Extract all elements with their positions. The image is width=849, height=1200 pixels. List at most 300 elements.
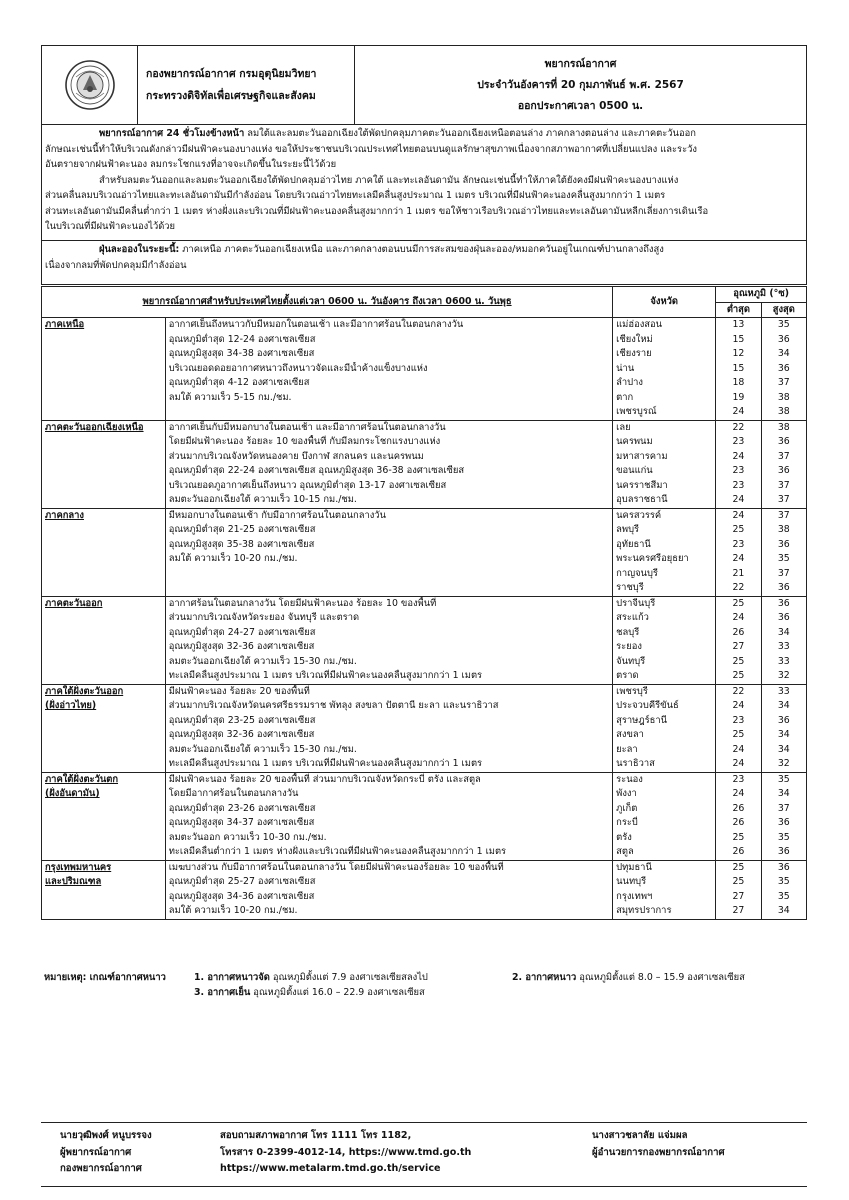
region-cell-empty <box>42 816 166 831</box>
region-name: ภาคกลาง <box>42 508 166 523</box>
forecast-description: บริเวณยอดดอยอากาศหนาวถึงหนาวจัดและมีน้ำค้างแข็งบางแห่ง <box>165 362 612 377</box>
temp-max: 34 <box>761 347 806 362</box>
temp-min: 24 <box>716 450 761 465</box>
forecast-description: ทะเลมีคลื่นต่ำกว่า 1 เมตร ห่างฝั่งและบริเวณที่มีฝนฟ้าคะนองคลื่นสูงมากกว่า 1 เมตร <box>165 845 612 860</box>
forecast-description: อุณหภูมิต่ำสุด 23-25 องศาเซลเซียส <box>165 714 612 729</box>
temp-max: 34 <box>761 728 806 743</box>
forecast-description: ลมใต้ ความเร็ว 5-15 กม./ชม. <box>165 391 612 406</box>
region-cell-empty <box>42 376 166 391</box>
table-row <box>42 420 807 435</box>
temp-min: 22 <box>716 684 761 699</box>
region-cell-empty <box>42 333 166 348</box>
table-row <box>42 581 807 596</box>
province-name: ปราจีนบุรี <box>613 596 716 611</box>
table-row <box>42 845 807 860</box>
table-row <box>42 904 807 919</box>
temp-max: 34 <box>761 743 806 758</box>
temp-min: 24 <box>716 493 761 508</box>
temp-min: 27 <box>716 640 761 655</box>
forecast-para-1-line-2: ลักษณะเช่นนี้ทำให้บริเวณดังกล่าวมีฝนฟ้าคะนองบางแห่ง ขอให้ประชาชนบริเวณประเทศไทยตอนบนดูแลรักษาสุขภาพเนื่องจากสภาพอากาศที่เปลี่ยนแปลง และระวัง <box>45 143 697 155</box>
table-row <box>42 362 807 377</box>
header-box <box>41 45 807 125</box>
table-row <box>42 552 807 567</box>
note-label: หมายเหตุ: เกณฑ์อากาศหนาว <box>44 972 166 983</box>
temp-min: 23 <box>716 714 761 729</box>
table-row <box>42 450 807 465</box>
forecaster-name: นายวุฒิพงศ์ หนูบรรจง <box>60 1130 152 1141</box>
temp-max: 35 <box>761 875 806 890</box>
temp-min: 15 <box>716 333 761 348</box>
temp-max: 37 <box>761 493 806 508</box>
note-spacer <box>44 985 194 1000</box>
forecast-description: ลมใต้ ความเร็ว 10-20 กม./ชม. <box>165 904 612 919</box>
temp-min: 25 <box>716 860 761 875</box>
temp-max: 35 <box>761 890 806 905</box>
forecast-description: โดยมีฝนฟ้าคะนอง ร้อยละ 10 ของพื้นที่ กับมีลมกระโชกแรงบางแห่ง <box>165 435 612 450</box>
province-name: เชียงใหม่ <box>613 333 716 348</box>
region-name: ภาคเหนือ <box>42 318 166 333</box>
province-name: เชียงราย <box>613 347 716 362</box>
region-cell-empty <box>42 538 166 553</box>
temp-max: 38 <box>761 391 806 406</box>
table-row <box>42 464 807 479</box>
region-name: ภาคตะวันออก <box>42 596 166 611</box>
temp-min: 27 <box>716 890 761 905</box>
contact-fax-web[interactable]: โทรสาร 0-2399-4012-14, https://www.tmd.go.th <box>220 1146 472 1158</box>
province-name: พระนครศรีอยุธยา <box>613 552 716 567</box>
logo-cell <box>42 46 138 124</box>
province-name: พังงา <box>613 787 716 802</box>
temp-min: 13 <box>716 318 761 333</box>
province-name: มหาสารคาม <box>613 450 716 465</box>
forecast-description: มีฝนฟ้าคะนอง ร้อยละ 20 ของพื้นที่ <box>165 684 612 699</box>
region-cell-empty <box>42 728 166 743</box>
province-name: ลพบุรี <box>613 523 716 538</box>
table-row <box>42 875 807 890</box>
table-row <box>42 523 807 538</box>
forecast-description: ลมตะวันออกเฉียงใต้ ความเร็ว 15-30 กม./ชม. <box>165 743 612 758</box>
table-row <box>42 684 807 699</box>
org-name <box>138 46 355 124</box>
temp-max: 36 <box>761 435 806 450</box>
temp-min: 24 <box>716 757 761 772</box>
region-cell-empty <box>42 581 166 596</box>
forecast-description: อุณหภูมิต่ำสุด 21-25 องศาเซลเซียส <box>165 523 612 538</box>
table-row <box>42 787 807 802</box>
province-name: เพชรบุรี <box>613 684 716 699</box>
forecast-description: อุณหภูมิต่ำสุด 24-27 องศาเซลเซียส <box>165 626 612 641</box>
region-cell-empty <box>42 743 166 758</box>
temp-max: 36 <box>761 611 806 626</box>
dust-label: ฝุ่นละอองในระยะนี้: <box>99 244 180 255</box>
forecast-description: มีหมอกบางในตอนเช้า กับมีอากาศร้อนในตอนกลางวัน <box>165 508 612 523</box>
forecast-description: อุณหภูมิสูงสุด 35-38 องศาเซลเซียส <box>165 538 612 553</box>
dust-notice <box>41 240 807 285</box>
table-row <box>42 318 807 333</box>
region-cell-empty <box>42 567 166 582</box>
criterion-2-text: อุณหภูมิตั้งแต่ 8.0 – 15.9 องศาเซลเซียส <box>576 972 745 983</box>
temp-max: 34 <box>761 626 806 641</box>
province-name: ชลบุรี <box>613 626 716 641</box>
forecast-description: อากาศเย็นถึงหนาวกับมีหมอกในตอนเช้า และมีอากาศร้อนในตอนกลางวัน <box>165 318 612 333</box>
footer <box>60 1128 805 1178</box>
table-body <box>42 318 807 920</box>
forecast-description: โดยมีอากาศร้อนในตอนกลางวัน <box>165 787 612 802</box>
temp-min: 26 <box>716 626 761 641</box>
temp-max: 38 <box>761 405 806 420</box>
forecast-description <box>165 581 612 596</box>
region-cell-empty <box>42 493 166 508</box>
forecast-description: ส่วนมากบริเวณจังหวัดระยอง จันทบุรี และตราด <box>165 611 612 626</box>
title-line-1: พยากรณ์อากาศ <box>544 57 617 70</box>
region-cell-empty <box>42 552 166 567</box>
forecast-description: ลมตะวันออกเฉียงใต้ ความเร็ว 10-15 กม./ชม. <box>165 493 612 508</box>
temp-max: 33 <box>761 640 806 655</box>
temp-min: 24 <box>716 743 761 758</box>
temp-min: 23 <box>716 538 761 553</box>
forecast-para-2-line-4: ในบริเวณที่มีฝนฟ้าคะนองไว้ด้วย <box>45 221 176 232</box>
forecast-description: เมฆบางส่วน กับมีอากาศร้อนในตอนกลางวัน โดยมีฝนฟ้าคะนองร้อยละ 10 ของพื้นที่ <box>165 860 612 875</box>
forecast-para-2-line-2: ส่วนคลื่นลมบริเวณอ่าวไทยและทะเลอันดามันมีกำลังอ่อน โดยบริเวณอ่าวไทยทะเลมีคลื่นสูงประมาณ 1 เมตร บริเวณที่มีฝนฟ้าคะนองคลื่นสูงมากกว่า 1 เมตร <box>45 190 666 201</box>
forecast-description: อากาศร้อนในตอนกลางวัน โดยมีฝนฟ้าคะนอง ร้อยละ 10 ของพื้นที่ <box>165 596 612 611</box>
table-row <box>42 479 807 494</box>
temp-max: 33 <box>761 684 806 699</box>
province-name: นครราชสีมา <box>613 479 716 494</box>
forecast-description <box>165 405 612 420</box>
forecast-description: อุณหภูมิสูงสุด 34-36 องศาเซลเซียส <box>165 890 612 905</box>
temp-max: 36 <box>761 845 806 860</box>
province-name: สตูล <box>613 845 716 860</box>
province-name: ระนอง <box>613 772 716 787</box>
temp-max: 34 <box>761 699 806 714</box>
forecast-text: ลมใต้และลมตะวันออกเฉียงใต้พัดปกคลุมภาคตะวันออกเฉียงเหนือตอนล่าง ภาคกลางตอนล่าง และภาคตะวันออก <box>244 128 696 139</box>
table-row <box>42 376 807 391</box>
province-name: กาญจนบุรี <box>613 567 716 582</box>
footer-bottom-rule <box>41 1186 807 1187</box>
forecast-lead-label: พยากรณ์อากาศ 24 ชั่วโมงข้างหน้า <box>99 128 245 139</box>
temp-min: 25 <box>716 669 761 684</box>
note-criterion-1 <box>194 970 512 985</box>
temp-min: 24 <box>716 552 761 567</box>
region-name: ภาคตะวันออกเฉียงเหนือ <box>42 420 166 435</box>
region-cell-empty <box>42 362 166 377</box>
dust-line-1 <box>45 242 803 258</box>
temp-min: 26 <box>716 845 761 860</box>
temp-max: 34 <box>761 787 806 802</box>
province-name: เพชรบูรณ์ <box>613 405 716 420</box>
region-cell-empty <box>42 435 166 450</box>
forecast-description: ส่วนมากบริเวณจังหวัดนครศรีธรรมราช พัทลุง สงขลา ปัตตานี ยะลา และนราธิวาส <box>165 699 612 714</box>
province-name: สมุทรปราการ <box>613 904 716 919</box>
region-cell-empty <box>42 611 166 626</box>
province-name: นครสวรรค์ <box>613 508 716 523</box>
forecast-description: มีฝนฟ้าคะนอง ร้อยละ 20 ของพื้นที่ ส่วนมากบริเวณจังหวัดกระบี่ ตรัง และสตูล <box>165 772 612 787</box>
table-header-forecast: พยากรณ์อากาศสำหรับประเทศไทยตั้งแต่เวลา 0600 น. วันอังคาร ถึงเวลา 0600 น. วันพุธ <box>42 287 613 318</box>
region-name-sub: และปริมณฑล <box>42 875 166 890</box>
criterion-2-name: 2. อากาศหนาว <box>512 972 577 983</box>
table-header-temperature: อุณหภูมิ (°ซ) <box>716 287 807 303</box>
director-name: นางสาวชลาลัย แจ่มผล <box>592 1130 688 1141</box>
org-line-1: กองพยากรณ์อากาศ กรมอุตุนิยมวิทยา <box>146 68 317 80</box>
province-name: กระบี่ <box>613 816 716 831</box>
forecast-description: อุณหภูมิต่ำสุด 12-24 องศาเซลเซียส <box>165 333 612 348</box>
region-cell-empty <box>42 464 166 479</box>
temp-min: 19 <box>716 391 761 406</box>
tmd-seal-icon <box>64 59 116 111</box>
temp-max: 36 <box>761 333 806 348</box>
temp-max: 37 <box>761 802 806 817</box>
forecast-description <box>165 567 612 582</box>
province-name: สุราษฎร์ธานี <box>613 714 716 729</box>
region-cell-empty <box>42 831 166 846</box>
temp-min: 12 <box>716 347 761 362</box>
bulletin-title <box>355 46 806 124</box>
table-row <box>42 611 807 626</box>
forecast-description: ส่วนมากบริเวณจังหวัดหนองคาย บึงกาฬ สกลนคร และนครพนม <box>165 450 612 465</box>
forecast-description: อุณหภูมิต่ำสุด 25-27 องศาเซลเซียส <box>165 875 612 890</box>
temp-max: 36 <box>761 538 806 553</box>
province-name: ภูเก็ต <box>613 802 716 817</box>
region-cell-empty <box>42 626 166 641</box>
forecaster-role: ผู้พยากรณ์อากาศ <box>60 1146 132 1158</box>
temp-min: 21 <box>716 567 761 582</box>
temp-min: 25 <box>716 655 761 670</box>
region-cell-empty <box>42 890 166 905</box>
temp-max: 36 <box>761 596 806 611</box>
province-name: ตราด <box>613 669 716 684</box>
province-name: นครพนม <box>613 435 716 450</box>
province-name: อุทัยธานี <box>613 538 716 553</box>
table-row <box>42 802 807 817</box>
forecast-description: อุณหภูมิสูงสุด 34-37 องศาเซลเซียส <box>165 816 612 831</box>
criterion-1-text: อุณหภูมิตั้งแต่ 7.9 องศาเซลเซียสลงไป <box>269 972 428 983</box>
forecast-description: บริเวณยอดภูอากาศเย็นถึงหนาว อุณหภูมิต่ำสุด 13-17 องศาเซลเซียส <box>165 479 612 494</box>
region-cell-empty <box>42 640 166 655</box>
province-name: ขอนแก่น <box>613 464 716 479</box>
temp-max: 37 <box>761 479 806 494</box>
region-cell-empty <box>42 669 166 684</box>
table-row <box>42 493 807 508</box>
temp-max: 37 <box>761 376 806 391</box>
province-name: เลย <box>613 420 716 435</box>
note-row-2 <box>44 985 804 1000</box>
province-name: ยะลา <box>613 743 716 758</box>
province-name: น่าน <box>613 362 716 377</box>
director-role: ผู้อำนวยการกองพยากรณ์อากาศ <box>592 1146 725 1158</box>
table-row <box>42 405 807 420</box>
org-line-2: กระทรวงดิจิทัลเพื่อเศรษฐกิจและสังคม <box>146 90 316 102</box>
footer-director <box>592 1128 725 1178</box>
forecast-description: อุณหภูมิต่ำสุด 4-12 องศาเซลเซียส <box>165 376 612 391</box>
forecast-description: ทะเลมีคลื่นสูงประมาณ 1 เมตร บริเวณที่มีฝนฟ้าคะนองคลื่นสูงมากกว่า 1 เมตร <box>165 757 612 772</box>
forecast-para-2-line-1: สำหรับลมตะวันออกและลมตะวันออกเฉียงใต้พัดปกคลุมอ่าวไทย ภาคใต้ และทะเลอันดามัน ลักษณะเช่นนี้ทำให้ภาคใต้ยังคงมีฝนฟ้าคะนองบางแห่ง <box>99 174 679 186</box>
table-row <box>42 655 807 670</box>
temp-max: 35 <box>761 318 806 333</box>
table-header-min: ต่ำสุด <box>716 302 761 318</box>
table-row <box>42 743 807 758</box>
table-row <box>42 567 807 582</box>
note-criterion-3 <box>194 985 425 1000</box>
contact-phone: สอบถามสภาพอากาศ โทร 1111 โทร 1182, <box>220 1130 412 1141</box>
footer-forecaster <box>60 1128 220 1178</box>
province-name: กรุงเทพฯ <box>613 890 716 905</box>
region-cell-empty <box>42 391 166 406</box>
table-row <box>42 508 807 523</box>
region-cell-empty <box>42 802 166 817</box>
table-row <box>42 626 807 641</box>
province-name: แม่ฮ่องสอน <box>613 318 716 333</box>
province-name: ตาก <box>613 391 716 406</box>
note-criterion-2 <box>512 970 745 985</box>
temp-max: 36 <box>761 714 806 729</box>
general-forecast <box>41 125 807 240</box>
temp-max: 37 <box>761 450 806 465</box>
temp-min: 15 <box>716 362 761 377</box>
region-cell-empty <box>42 757 166 772</box>
criterion-1-name: 1. อากาศหนาวจัด <box>194 972 270 983</box>
province-name: ปทุมธานี <box>613 860 716 875</box>
table-row <box>42 596 807 611</box>
note-row-1 <box>44 970 804 985</box>
temp-max: 35 <box>761 552 806 567</box>
forecast-para-1-line-3: อันตรายจากฝนฟ้าคะนอง ลมกระโชกแรงที่อาจจะเกิดขึ้นในระยะนี้ไว้ด้วย <box>45 159 337 170</box>
temp-max: 32 <box>761 757 806 772</box>
province-name: นราธิวาส <box>613 757 716 772</box>
temp-min: 24 <box>716 787 761 802</box>
table-row <box>42 347 807 362</box>
temp-min: 18 <box>716 376 761 391</box>
temp-min: 22 <box>716 581 761 596</box>
region-cell-empty <box>42 655 166 670</box>
region-cell-empty <box>42 714 166 729</box>
table-row <box>42 435 807 450</box>
temp-max: 35 <box>761 831 806 846</box>
regional-forecast-table <box>41 286 807 920</box>
forecast-description: อุณหภูมิต่ำสุด 23-26 องศาเซลเซียส <box>165 802 612 817</box>
temp-max: 33 <box>761 655 806 670</box>
province-name: สระแก้ว <box>613 611 716 626</box>
footer-contact <box>220 1128 592 1178</box>
temp-min: 24 <box>716 611 761 626</box>
region-cell-empty <box>42 450 166 465</box>
temp-max: 32 <box>761 669 806 684</box>
table-row <box>42 831 807 846</box>
table-row <box>42 333 807 348</box>
table-row <box>42 538 807 553</box>
province-name: จันทบุรี <box>613 655 716 670</box>
region-name: ภาคใต้ฝั่งตะวันออก <box>42 684 166 699</box>
temp-min: 25 <box>716 728 761 743</box>
temp-max: 36 <box>761 362 806 377</box>
region-cell-empty <box>42 405 166 420</box>
province-name: ระยอง <box>613 640 716 655</box>
forecast-description: อุณหภูมิสูงสุด 34-38 องศาเซลเซียส <box>165 347 612 362</box>
province-name: ตรัง <box>613 831 716 846</box>
temp-max: 36 <box>761 860 806 875</box>
contact-service-link[interactable]: https://www.metalarm.tmd.go.th/service <box>220 1163 441 1174</box>
province-name: สงขลา <box>613 728 716 743</box>
temp-min: 27 <box>716 904 761 919</box>
forecast-description: อากาศเย็นกับมีหมอกบางในตอนเช้า และมีอากาศร้อนในตอนกลางวัน <box>165 420 612 435</box>
table-row <box>42 669 807 684</box>
temp-min: 23 <box>716 435 761 450</box>
table-row <box>42 714 807 729</box>
temp-min: 23 <box>716 772 761 787</box>
table-row <box>42 860 807 875</box>
dust-text: ภาคเหนือ ภาคตะวันออกเฉียงเหนือ และภาคกลางตอนบนมีการสะสมของฝุ่นละออง/หมอกควันอยู่ในเกณฑ์ปานกลางถึงสูง <box>179 244 664 255</box>
temp-min: 24 <box>716 508 761 523</box>
temp-min: 22 <box>716 420 761 435</box>
temp-min: 25 <box>716 596 761 611</box>
region-name-sub: (ฝั่งอ่าวไทย) <box>42 699 166 714</box>
region-name: กรุงเทพมหานคร <box>42 860 166 875</box>
table-row <box>42 391 807 406</box>
region-name: ภาคใต้ฝั่งตะวันตก <box>42 772 166 787</box>
temp-min: 24 <box>716 699 761 714</box>
forecast-description: อุณหภูมิสูงสุด 32-36 องศาเซลเซียส <box>165 728 612 743</box>
forecast-description: อุณหภูมิสูงสุด 32-36 องศาเซลเซียส <box>165 640 612 655</box>
table-header-max: สูงสุด <box>761 302 806 318</box>
forecast-para-1-line-1 <box>45 126 803 142</box>
table-row <box>42 728 807 743</box>
temp-min: 23 <box>716 464 761 479</box>
province-name: ประจวบคีรีขันธ์ <box>613 699 716 714</box>
temp-max: 35 <box>761 772 806 787</box>
forecaster-dept: กองพยากรณ์อากาศ <box>60 1163 142 1174</box>
table-row <box>42 640 807 655</box>
criterion-3-text: อุณหภูมิตั้งแต่ 16.0 – 22.9 องศาเซลเซียส <box>250 987 425 998</box>
temp-max: 36 <box>761 581 806 596</box>
temp-min: 25 <box>716 831 761 846</box>
cold-criteria-note <box>44 970 804 1000</box>
forecast-description: ลมใต้ ความเร็ว 10-20 กม./ชม. <box>165 552 612 567</box>
table-row <box>42 772 807 787</box>
title-line-3: ออกประกาศเวลา 0500 น. <box>517 99 644 112</box>
temp-min: 26 <box>716 802 761 817</box>
forecast-para-2-line-3: ส่วนทะเลอันดามันมีคลื่นต่ำกว่า 1 เมตร ห่างฝั่งและบริเวณที่มีฝนฟ้าคะนองคลื่นสูงมากกว่า 1 เมตร ขอให้ชาวเรือบริเวณอ่าวไทยและทะเลอันดามันหลีกเลี่ยงการเดินเรือ <box>45 205 709 217</box>
forecast-description: ลมตะวันออก ความเร็ว 10-30 กม./ชม. <box>165 831 612 846</box>
temp-max: 36 <box>761 816 806 831</box>
temp-max: 38 <box>761 420 806 435</box>
region-cell-empty <box>42 845 166 860</box>
temp-max: 36 <box>761 464 806 479</box>
province-name: ราชบุรี <box>613 581 716 596</box>
province-name: อุบลราชธานี <box>613 493 716 508</box>
region-name-sub: (ฝั่งอันดามัน) <box>42 787 166 802</box>
table-row <box>42 699 807 714</box>
temp-max: 37 <box>761 567 806 582</box>
temp-min: 25 <box>716 523 761 538</box>
forecast-description: ลมตะวันออกเฉียงใต้ ความเร็ว 15-30 กม./ชม. <box>165 655 612 670</box>
temp-max: 38 <box>761 523 806 538</box>
region-cell-empty <box>42 904 166 919</box>
province-name: นนทบุรี <box>613 875 716 890</box>
title-line-2: ประจำวันอังคารที่ 20 กุมภาพันธ์ พ.ศ. 2567 <box>477 78 684 91</box>
criterion-3-name: 3. อากาศเย็น <box>194 987 251 998</box>
region-cell-empty <box>42 523 166 538</box>
temp-max: 34 <box>761 904 806 919</box>
footer-top-rule <box>41 1122 807 1123</box>
region-cell-empty <box>42 347 166 362</box>
temp-min: 25 <box>716 875 761 890</box>
region-cell-empty <box>42 479 166 494</box>
forecast-description: อุณหภูมิต่ำสุด 22-24 องศาเซลเซียส อุณหภูมิสูงสุด 36-38 องศาเซลเซียส <box>165 464 612 479</box>
temp-max: 37 <box>761 508 806 523</box>
table-row <box>42 757 807 772</box>
dust-line-2: เนื่องจากลมที่พัดปกคลุมมีกำลังอ่อน <box>45 259 187 271</box>
table-row <box>42 816 807 831</box>
temp-min: 23 <box>716 479 761 494</box>
